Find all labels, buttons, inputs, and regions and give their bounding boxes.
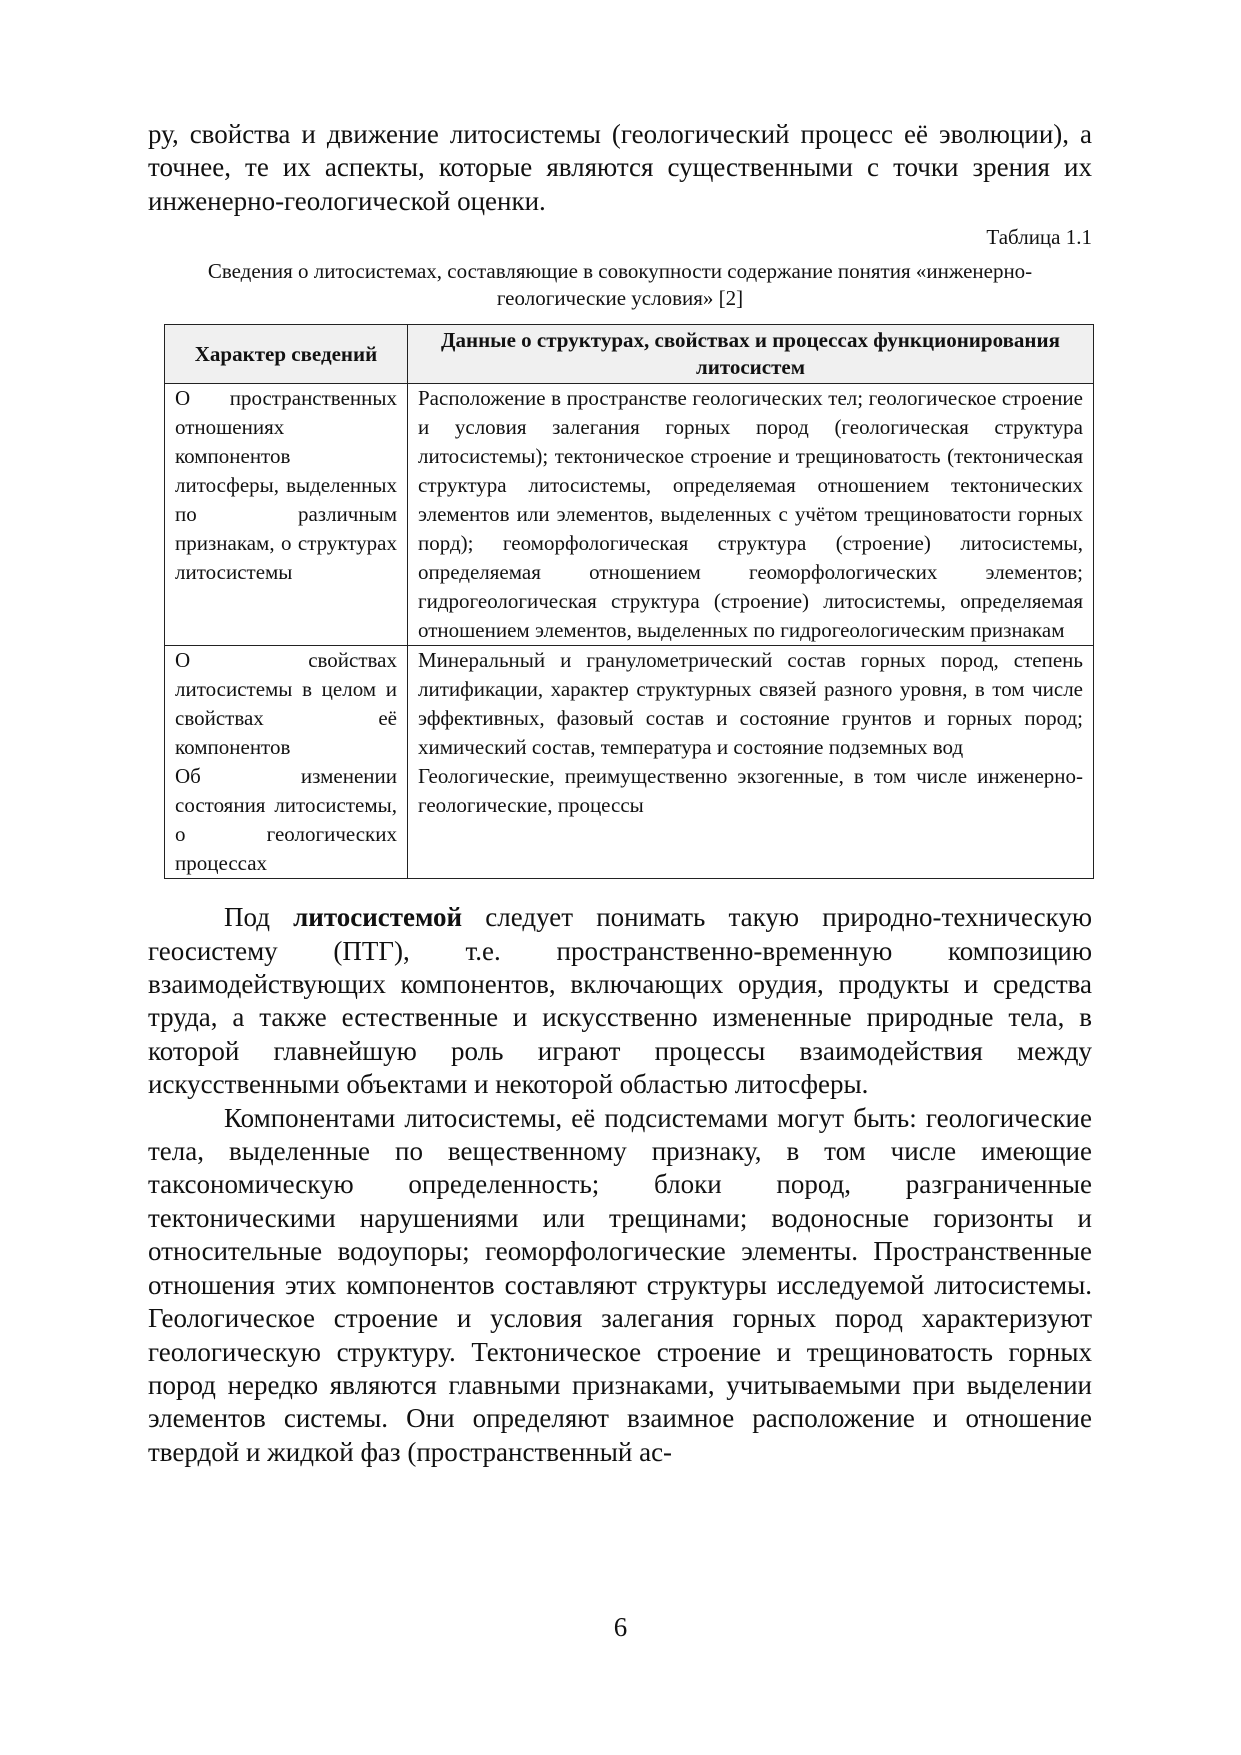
table-caption: Сведения о литосистемах, составляющие в совокупности содержание понятия «инженерно-геологические условия» [2] <box>207 259 1033 311</box>
paragraph-lithosystem-definition <box>148 901 1092 1101</box>
term-lithosystem: литосистемой <box>293 902 463 933</box>
row-data: Расположение в пространстве геологических тел; геологическое строение и условия залегания горных пород (геологическая структура литосистемы); тектоническое строение и трещиноватость (тектоническая структура литосистемы, определяемая отношением тектонических элементов или элементов, выделенных с учётом трещиноватости горных порд); геоморфологическая структура (строение) литосистемы, определяемая отношением геоморфологических элементов; гидрогеологическая структура (строение) литосистемы, определяемая отношением элементов, выделенных по гидрогеологическим признакам <box>408 384 1094 646</box>
paragraph-rest: следует понимать такую природно-техническую геосистему (ПТГ), т.е. пространственно-временную композицию взаимодействующих компонентов, включающих орудия, продукты и средства труда, а также естественные и искусственно измененные природные тела, в которой главнейшую роль играют процессы взаимодействия между искусственными объектами и некоторой областью литосферы. <box>148 902 1092 1100</box>
table-number: Таблица 1.1 <box>986 225 1092 250</box>
intro-paragraph: ру, свойства и движение литосистемы (геологический процесс её эволюции), а точнее, те их аспекты, которые являются существенными с точки зрения их инженерно-геологической оценки. <box>148 119 1092 216</box>
page-content <box>148 118 1092 1469</box>
spacer <box>148 879 1092 901</box>
row-category: О свойствах литосистемы в целом и свойствах её компонентов <box>165 646 408 763</box>
table-row <box>165 762 1094 879</box>
paragraph-components: Компонентами литосистемы, её подсистемами могут быть: геологические тела, выделенные по вещественному признаку, в том числе имеющие таксономическую определенность; блоки пород, разграниченные тектоническими нарушениями или трещинами; водоносные горизонты и относительные водоупоры; геоморфологические элементы. Пространственные отношения этих компонентов составляют структуры исследуемой литосистемы. Геологическое строение и условия залегания горных пород характеризуют геологическую структуру. Тектоническое строение и трещиноватость горных пород нередко являются главными признаками, учитываемыми при выделении элементов системы. Они определяют взаимное расположение и отношение твердой и жидкой фаз (пространственный ас- <box>148 1102 1092 1467</box>
header-col-data: Данные о структурах, свойствах и процессах функционирования литосистем <box>408 325 1094 384</box>
table-row <box>165 384 1094 646</box>
header-col-character: Характер сведений <box>165 325 408 384</box>
table-row <box>165 646 1094 763</box>
row-data: Минеральный и гранулометрический состав горных пород, степень литификации, характер структурных связей разного уровня, в том числе эффективных, фазовый состав и состояние грунтов и горных пород; химический состав, температура и состояние подземных вод <box>408 646 1094 763</box>
page-number: 6 <box>613 1612 628 1642</box>
row-category: Об изменении состояния литосистемы, о геологических процессах <box>165 762 408 879</box>
paragraph-lead: Под <box>224 902 294 933</box>
table-header-row <box>165 325 1094 384</box>
row-data: Геологические, преимущественно экзогенные, в том числе инженерно-геологические, процессы <box>408 762 1094 879</box>
lithosystem-table <box>164 324 1094 879</box>
row-category: О пространственных отношениях компонентов литосферы, выделенных по различным признакам, о структурах литосистемы <box>165 384 408 646</box>
